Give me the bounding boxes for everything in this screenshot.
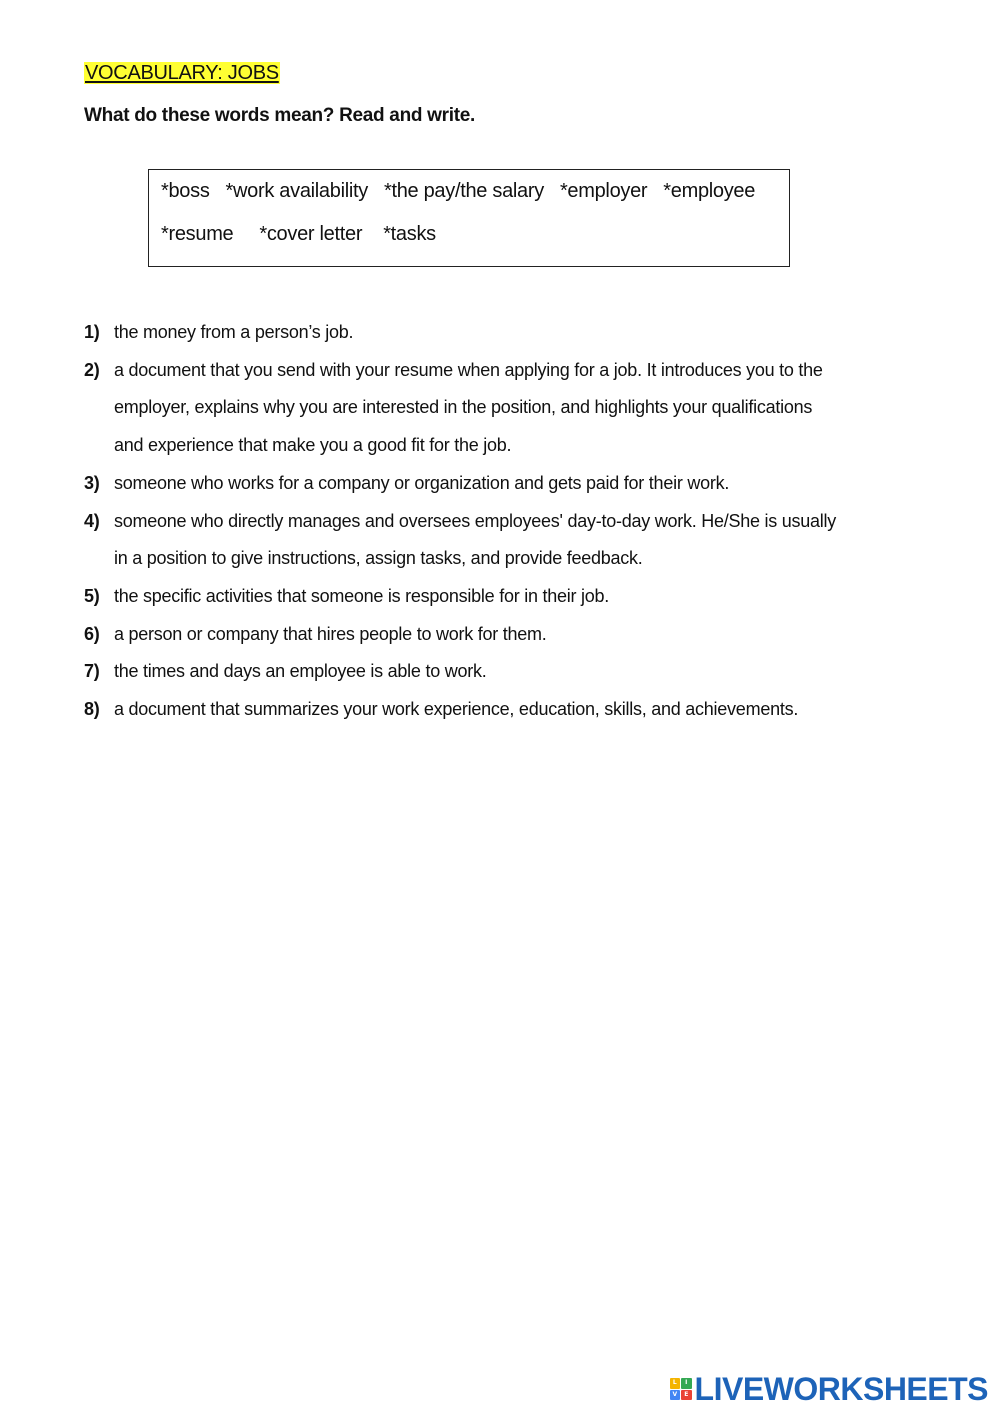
logo-tile-i: I [681,1378,692,1389]
word-employer: *employer [559,180,648,202]
question-item [84,503,884,578]
question-item [84,578,884,616]
page-title [84,60,280,86]
question-number: 4) [84,510,100,531]
question-number: 7) [84,661,100,682]
word-tasks: *tasks [383,223,436,245]
question-line: the specific activities that someone is responsible for in their job. [114,585,610,606]
question-number: 1) [84,322,100,342]
question-text [114,616,884,654]
title-text: VOCABULARY: JOBS [85,62,279,84]
question-text [114,578,884,616]
question-text [114,465,884,503]
question-line: someone who works for a company or organization and gets paid for their work. [114,472,730,493]
word-resume: *resume [161,223,234,245]
word-employee: *employee [663,180,756,202]
word-the-pay-salary: *the pay/the salary [383,180,544,202]
question-item [84,352,884,465]
word-work-availability: *work availability [225,180,368,202]
question-number: 3) [84,472,100,493]
word-bank-box [148,169,790,267]
brand-logo-icon [670,1378,692,1400]
question-item [84,314,884,352]
question-number: 2) [84,359,100,380]
question-item [84,691,884,729]
question-line: and experience that make you a good fit for the job. [114,435,512,456]
question-number: 6) [84,623,100,644]
question-text [114,503,884,578]
question-line: employer, explains why you are interested in the position, and highlights your qualifications [114,397,813,418]
question-text [114,314,884,352]
question-line: someone who directly manages and oversees employees' day-to-day work. He/She is usually [114,510,837,531]
instruction: What do these words mean? Read and write. [84,105,475,126]
word-cover-letter: *cover letter [259,223,363,245]
question-line: a person or company that hires people to work for them. [114,623,547,644]
liveworksheets-brand[interactable] [670,1372,988,1406]
brand-name: LIVEWORKSHEETS [694,1371,988,1407]
question-text [114,691,884,729]
logo-tile-e: E [681,1390,692,1401]
question-line: the times and days an employee is able to work. [114,661,487,682]
question-number: 5) [84,585,100,606]
word-bank-row-1 [161,178,771,204]
question-line: the money from a person’s job. [114,322,354,342]
question-text [114,352,884,465]
question-list [84,314,884,729]
question-line: a document that summarizes your work experience, education, skills, and achievements. [114,699,799,720]
question-number: 8) [84,699,100,720]
word-boss: *boss [161,180,210,202]
question-item [84,616,884,654]
logo-tile-v: V [670,1390,681,1401]
question-line: a document that you send with your resume when applying for a job. It introduces you to the [114,359,823,380]
logo-tile-l: L [670,1378,681,1389]
word-bank-row-2 [161,221,462,247]
question-line: in a position to give instructions, assign tasks, and provide feedback. [114,548,643,569]
question-text [114,653,884,691]
question-item [84,465,884,503]
question-item [84,653,884,691]
